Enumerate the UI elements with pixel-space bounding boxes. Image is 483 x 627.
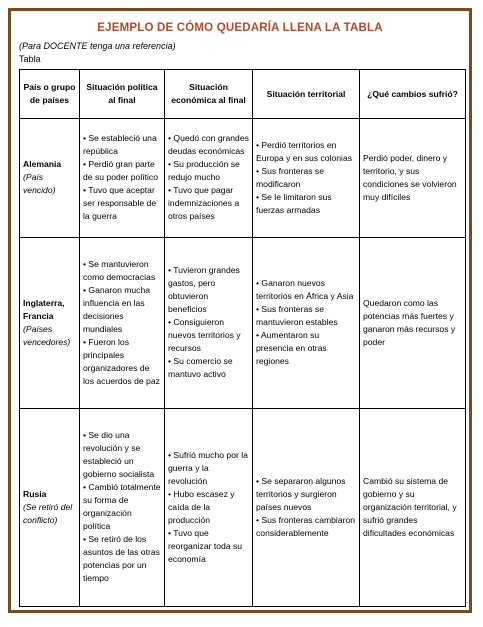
list-item: • Se mantuvieron como democracias bbox=[83, 258, 161, 284]
list-item: • Tuvo que aceptar ser responsable de la guerra bbox=[83, 184, 161, 223]
country-status: (País vencido) bbox=[23, 172, 56, 196]
list-item: • Quedó con grandes deudas económicas bbox=[168, 132, 249, 158]
list-item: • Tuvo que pagar indemnizaciones a otros países bbox=[168, 184, 249, 223]
cambios-cell: Quedaron como las potencias más fuertes y ganaron más recursos y poder bbox=[360, 237, 466, 408]
list-item: • Se retiró de los asuntos de las otras potencias por un tiempo bbox=[83, 533, 161, 585]
summary-table bbox=[19, 69, 466, 607]
territorial-cell bbox=[253, 119, 360, 238]
table-caption: Tabla bbox=[19, 54, 41, 64]
list-item: • Su producción se redujo mucho bbox=[168, 158, 249, 184]
list-item: • Ganaron mucha influencia en las decisiones mundiales bbox=[83, 284, 161, 336]
list-item: • Cambió totalmente su forma de organización política bbox=[83, 481, 161, 533]
economica-cell bbox=[165, 237, 253, 408]
list-item: • Tuvo que reorganizar toda su economía bbox=[168, 527, 249, 566]
header-pais: País o grupo de países bbox=[20, 70, 80, 119]
list-item: • Perdió gran parte de su poder político bbox=[83, 158, 161, 184]
list-item: • Se estableció una república bbox=[83, 132, 161, 158]
list-item: • Sus fronteras se mantuvieron estables bbox=[256, 303, 356, 329]
teacher-note: (Para DOCENTE tenga una referencia) bbox=[19, 41, 176, 51]
country-status: (Países vencedores) bbox=[23, 323, 71, 347]
table-row bbox=[20, 408, 466, 606]
list-item: • Fueron los principales organizadores de los acuerdos de paz bbox=[83, 336, 161, 388]
table-row bbox=[20, 119, 466, 238]
list-item: • Hubo escasez y caída de la producción bbox=[168, 488, 249, 527]
list-item: • Aumentaron su presencia en otras regiones bbox=[256, 329, 356, 368]
country-cell bbox=[20, 237, 80, 408]
territorial-cell bbox=[253, 237, 360, 408]
list-item: • Ganaron nuevos territorios en África y Asia bbox=[256, 277, 356, 303]
list-item: • Perdió territorios en Europa y en sus colonias bbox=[256, 139, 356, 165]
header-economica: Situación económica al final bbox=[165, 70, 253, 119]
country-name: Alemania bbox=[23, 159, 62, 170]
cambios-cell: Perdió poder, dinero y territorio, y sus condiciones se volvieron muy difíciles bbox=[360, 119, 466, 238]
list-item: • Sufrió mucho por la guerra y la revolución bbox=[168, 449, 249, 488]
document-title: EJEMPLO DE CÓMO QUEDARÍA LLENA LA TABLA bbox=[97, 22, 383, 34]
country-name: Rusia bbox=[23, 488, 47, 499]
territorial-cell bbox=[253, 408, 360, 606]
country-cell bbox=[20, 408, 80, 606]
country-status: (Se retiró del conflicto) bbox=[23, 501, 73, 525]
header-row bbox=[20, 70, 466, 119]
table-row bbox=[20, 237, 466, 408]
cambios-cell: Cambió su sistema de gobierno y su organización territorial, y sufrió grandes dificultades económicas bbox=[360, 408, 466, 606]
country-cell bbox=[20, 119, 80, 238]
list-item: • Tuvieron grandes gastos, pero obtuvieron beneficios bbox=[168, 264, 249, 316]
politica-cell bbox=[80, 119, 165, 238]
page-frame bbox=[8, 8, 472, 613]
header-territorial: Situación territorial bbox=[253, 70, 360, 119]
list-item: • Consiguieron nuevos territorios y recursos bbox=[168, 316, 249, 355]
list-item: • Su comercio se mantuvo activo bbox=[168, 355, 249, 381]
list-item: • Se dio una revolución y se estableció un gobierno socialista bbox=[83, 429, 161, 481]
country-name: Inglaterra, Francia bbox=[23, 297, 65, 321]
list-item: • Se le limitaron sus fuerzas armadas bbox=[256, 191, 356, 217]
list-item: • Sus fronteras cambiaron considerablemente bbox=[256, 514, 356, 540]
list-item: • Se separaron algunos territorios y surgieron países nuevos bbox=[256, 475, 356, 514]
header-politica: Situación política al final bbox=[80, 70, 165, 119]
economica-cell bbox=[165, 119, 253, 238]
header-cambios: ¿Qué cambios sufrió? bbox=[360, 70, 466, 119]
politica-cell bbox=[80, 408, 165, 606]
economica-cell bbox=[165, 408, 253, 606]
list-item: • Sus fronteras se modificaron bbox=[256, 165, 356, 191]
politica-cell bbox=[80, 237, 165, 408]
